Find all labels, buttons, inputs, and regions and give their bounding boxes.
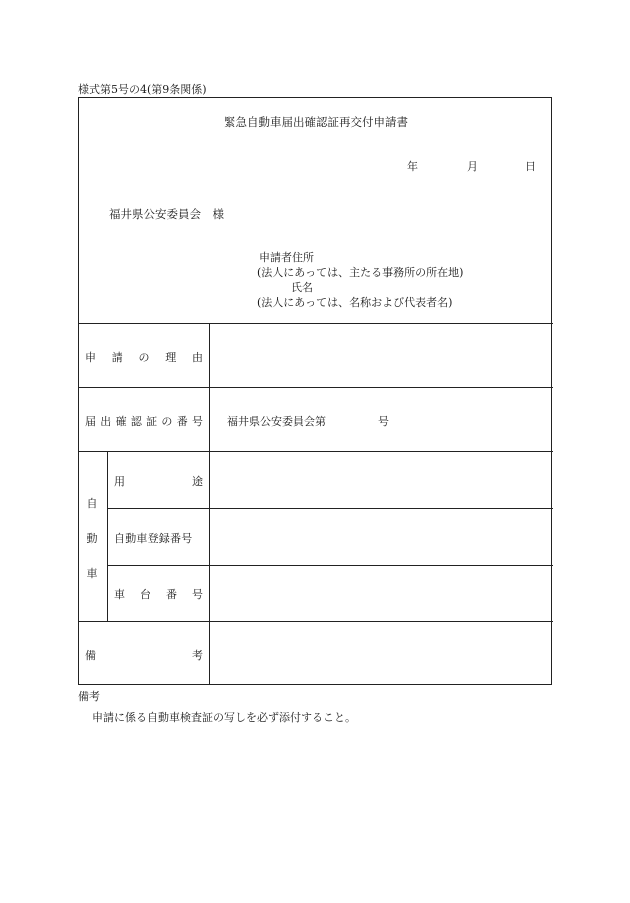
registration-number-label: 自動車登録番号 xyxy=(114,532,193,545)
label-char: 請 xyxy=(111,351,123,364)
label-char: 番 xyxy=(166,588,177,601)
cert-number-suffix: 号 xyxy=(378,415,389,428)
applicant-name-label: 氏名 xyxy=(291,281,313,294)
cert-number-label xyxy=(85,413,203,429)
label-char: 号 xyxy=(192,588,203,601)
notes-body: 申請に係る自動車検査証の写しを必ず添付すること。 xyxy=(92,711,356,724)
label-char: の xyxy=(138,351,150,364)
row-divider xyxy=(79,621,553,622)
label-char: 確 xyxy=(115,415,127,428)
row-divider xyxy=(79,451,553,452)
label-char: の xyxy=(161,415,173,428)
label-char: 申 xyxy=(85,351,96,364)
vehicle-group-divider xyxy=(107,451,108,621)
notes-title: 備考 xyxy=(78,690,100,703)
row-divider xyxy=(107,565,553,566)
label-char: 備 xyxy=(85,649,96,662)
remarks-label xyxy=(85,647,203,663)
label-char: 台 xyxy=(140,588,151,601)
row-divider xyxy=(79,387,553,388)
cert-number-prefix: 福井県公安委員会第 xyxy=(227,415,326,428)
label-char: 由 xyxy=(192,351,203,364)
label-char: 用 xyxy=(114,475,125,488)
usage-label xyxy=(114,473,203,489)
date-month-label: 月 xyxy=(467,160,478,173)
reason-label xyxy=(85,349,203,365)
applicant-name-note: (法人にあっては、名称および代表者名) xyxy=(257,296,453,309)
chassis-number-label xyxy=(114,586,203,602)
label-char: 証 xyxy=(146,415,158,428)
form-number-label: 様式第5号の4(第9条関係) xyxy=(78,83,207,96)
date-day-label: 日 xyxy=(525,160,536,173)
form-title: 緊急自動車届出確認証再交付申請書 xyxy=(224,115,408,129)
label-char: 車 xyxy=(114,588,125,601)
vehicle-group-char: 自 xyxy=(86,497,98,510)
vehicle-group-char: 車 xyxy=(86,567,98,580)
column-divider xyxy=(209,323,210,685)
label-char: 理 xyxy=(165,351,177,364)
vehicle-group-char: 動 xyxy=(86,532,98,545)
application-form xyxy=(78,97,552,685)
label-char: 途 xyxy=(192,475,203,488)
header-divider xyxy=(79,323,553,324)
label-char: 届 xyxy=(85,415,96,428)
label-char: 考 xyxy=(192,649,203,662)
label-char: 認 xyxy=(130,415,142,428)
row-divider xyxy=(107,508,553,509)
applicant-address-note: (法人にあっては、主たる事務所の所在地) xyxy=(257,266,464,279)
label-char: 出 xyxy=(100,415,112,428)
label-char: 号 xyxy=(191,415,203,428)
label-char: 番 xyxy=(176,415,188,428)
addressee: 福井県公安委員会 様 xyxy=(109,207,224,221)
date-year-label: 年 xyxy=(407,160,418,173)
applicant-address-label: 申請者住所 xyxy=(259,251,314,264)
